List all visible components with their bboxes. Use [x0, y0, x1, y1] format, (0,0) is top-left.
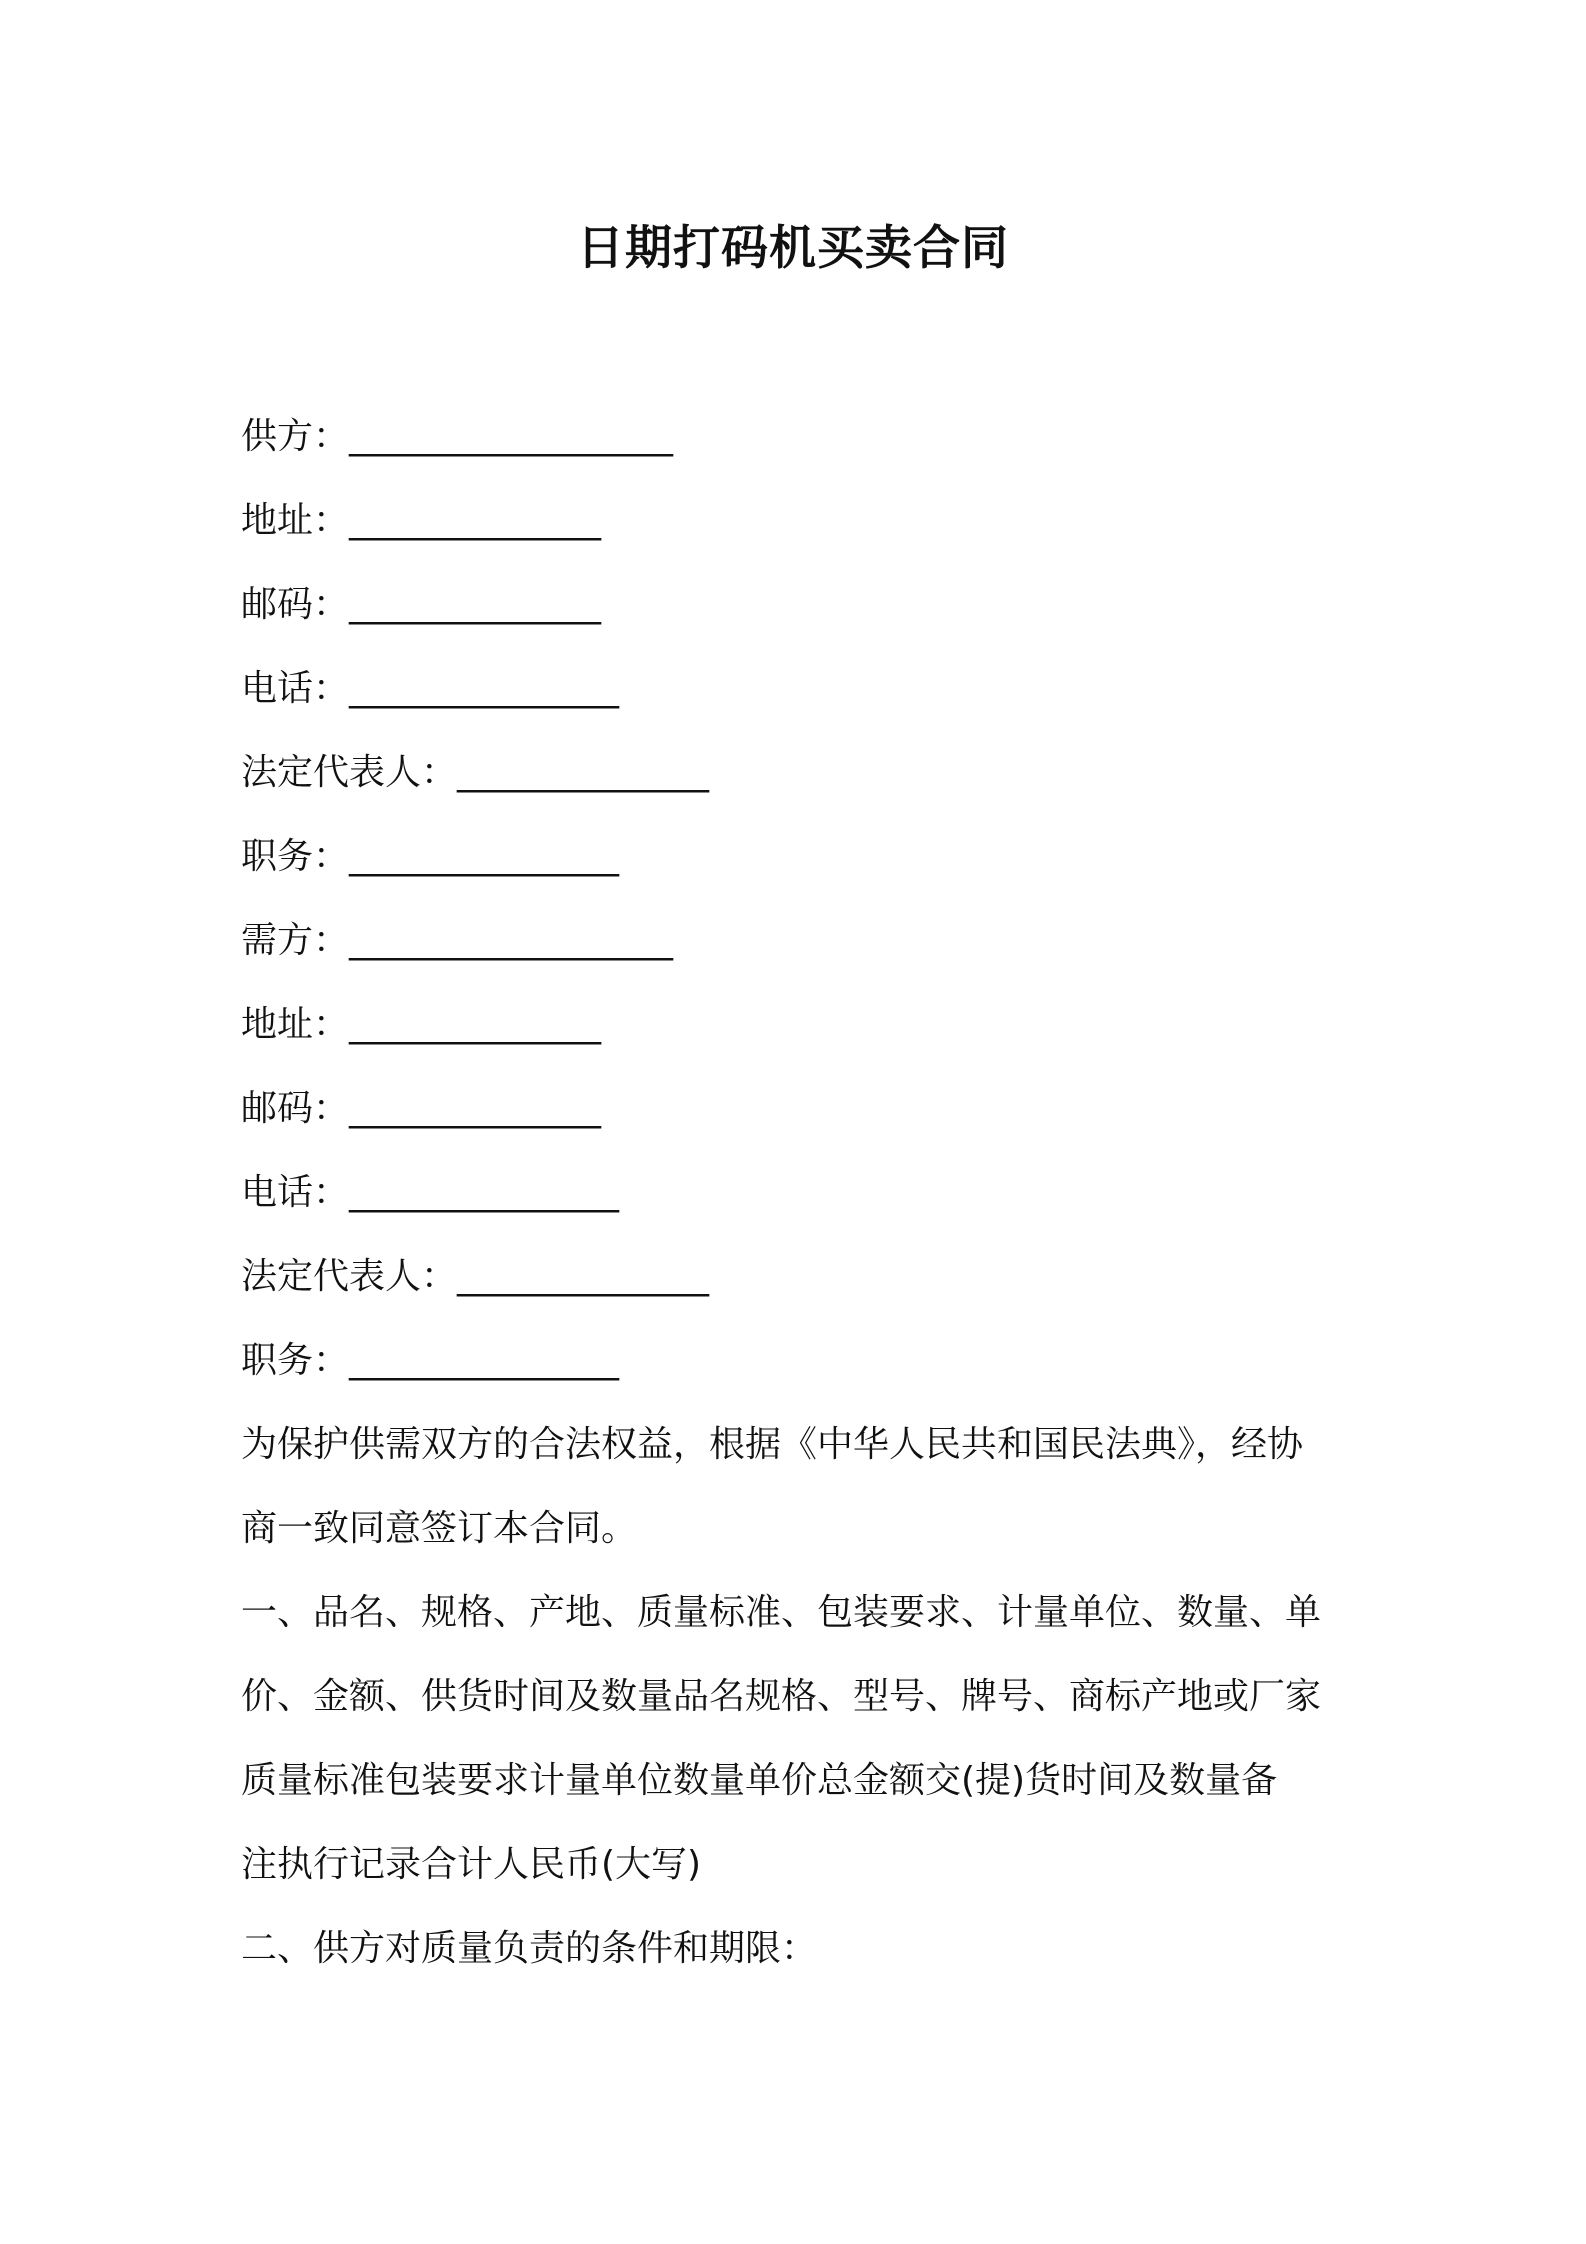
buyer-party-line: 需方：__________________: [241, 920, 674, 961]
clause1-line-1: 一、品名、规格、产地、质量标准、包装要求、计量单位、数量、单: [241, 1592, 1322, 1633]
supplier-postcode-line: 邮码：______________: [241, 584, 602, 625]
clause1-line-3: 质量标准包装要求计量单位数量单价总金额交(提)货时间及数量备: [241, 1760, 1278, 1801]
supplier-legal-rep-line: 法定代表人：______________: [241, 752, 710, 793]
preamble-line-2: 商一致同意签订本合同。: [241, 1508, 638, 1549]
buyer-position-line: 职务：_______________: [241, 1340, 620, 1381]
buyer-address-line: 地址：______________: [241, 1004, 602, 1045]
buyer-phone-line: 电话：_______________: [241, 1172, 620, 1213]
clause2-heading: 二、供方对质量负责的条件和期限：: [241, 1928, 818, 1969]
buyer-postcode-line: 邮码：______________: [241, 1088, 602, 1129]
supplier-address-line: 地址：______________: [241, 500, 602, 541]
supplier-phone-line: 电话：_______________: [241, 668, 620, 709]
supplier-position-line: 职务：_______________: [241, 836, 620, 877]
document-body: [241, 395, 1361, 2015]
supplier-party-line: 供方：__________________: [241, 416, 674, 457]
buyer-legal-rep-line: 法定代表人：______________: [241, 1256, 710, 1297]
preamble-line-1: 为保护供需双方的合法权益，根据《中华人民共和国民法典》，经协: [241, 1424, 1304, 1465]
clause1-line-2: 价、金额、供货时间及数量品名规格、型号、牌号、商标产地或厂家: [241, 1676, 1322, 1717]
clause1-line-4: 注执行记录合计人民币(大写): [241, 1844, 702, 1885]
document-title: 日期打码机买卖合同: [577, 221, 1009, 276]
